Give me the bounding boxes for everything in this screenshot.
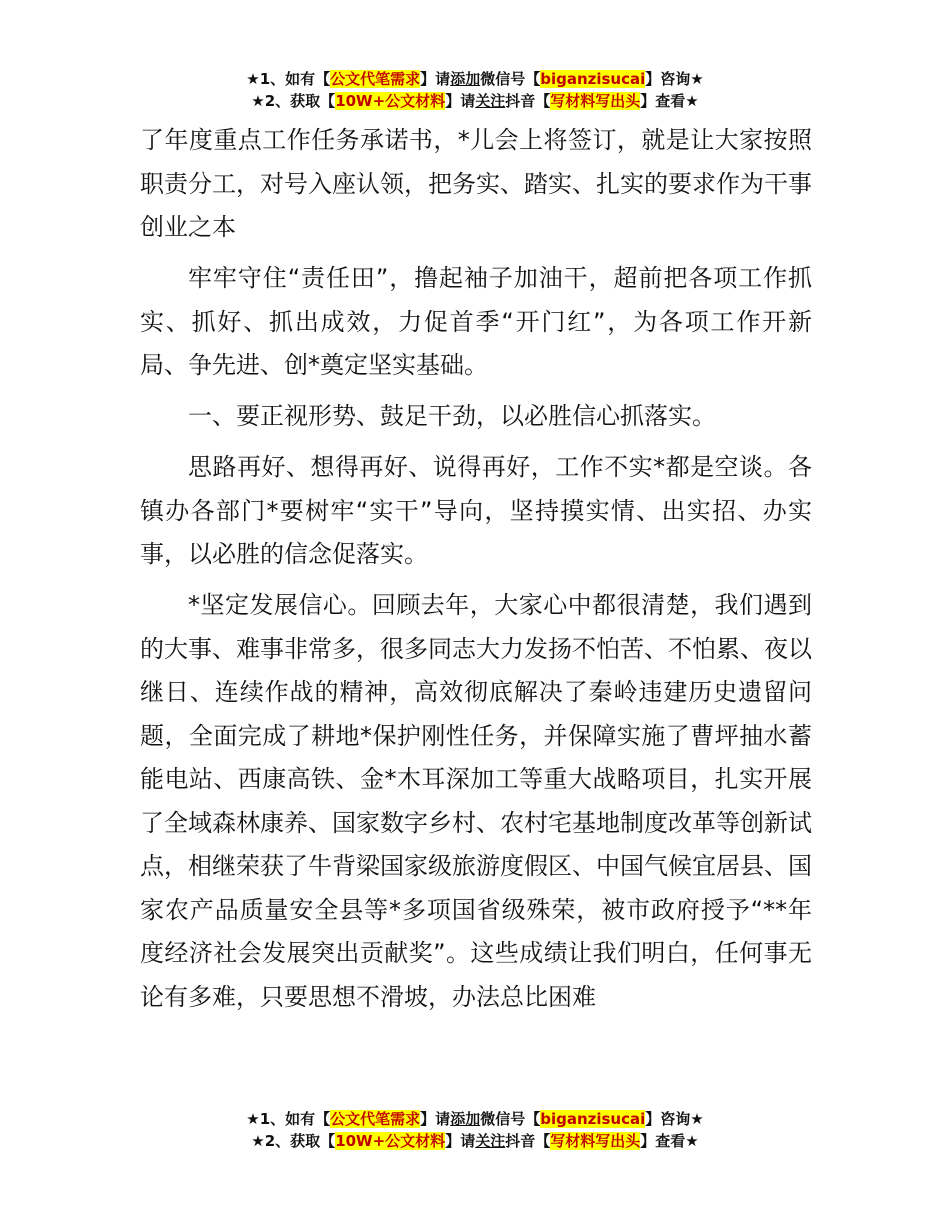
header-line-2-text: ★2、获取【 <box>251 92 336 110</box>
header-line-2 <box>0 90 950 112</box>
highlight-wechat-id: biganzisucai <box>540 70 646 88</box>
paragraph: 了年度重点工作任务承诺书，*儿会上将签订，就是让大家按照职责分工，对号入座认领，把务实、踏实、扎实的要求作为干事创业之本 <box>140 126 812 241</box>
footer-line-2-text: 】查看★ <box>640 1132 699 1150</box>
paragraph: 思路再好、想得再好、说得再好，工作不实*都是空谈。各镇办各部门*要树牢“实干”导向，坚持摸实情、出实招、办实事，以必胜的信念促落实。 <box>140 453 812 568</box>
header-line-1 <box>0 68 950 90</box>
highlight-materials: 10W+公文材料 <box>335 1132 446 1150</box>
header-line-1-text: ★1、如有【 <box>246 70 331 88</box>
header-line-2-text: 】查看★ <box>640 92 699 110</box>
footer-line-2-text: 抖音【 <box>505 1132 551 1150</box>
highlight-service: 公文代笔需求 <box>330 1110 421 1128</box>
underlined-follow: 关注 <box>475 1132 506 1150</box>
footer-line-2-text: 】请 <box>445 1132 476 1150</box>
footer-line-1-text: 微信号【 <box>480 1110 541 1128</box>
highlight-wechat-id: biganzisucai <box>540 1110 646 1128</box>
footer-line-2-text: ★2、获取【 <box>251 1132 336 1150</box>
paragraph: *坚定发展信心。回顾去年，大家心中都很清楚，我们遇到的大事、难事非常多，很多同志大力发扬不怕苦、不怕累、夜以继日、连续作战的精神，高效彻底解决了秦岭违建历史遗留问题，全面完成了耕地*保护刚性任务，并保障实施了曹坪抽水蓄能电站、西康高铁、金*木耳深加工等重大战略项目，扎实开展了全域森林康养、国家数字乡村、农村宅基地制度改革等创新试点，相继荣获了牛背梁国家级旅游度假区、中国气候宜居县、国家农产品质量安全县等*多项国省级殊荣，被市政府授予“**年度经济社会发展突出贡献奖”。这些成绩让我们明白，任何事无论有多难，只要思想不滑坡，办法总比困难 <box>140 591 812 1011</box>
highlight-douyin-account: 写材料写出头 <box>550 1132 641 1150</box>
paragraph: 牢牢守住“责任田”，撸起袖子加油干，超前把各项工作抓实、抓好、抓出成效，力促首季“开门红”，为各项工作开新局、争先进、创*奠定坚实基础。 <box>140 264 812 379</box>
header-line-1-text: 】请 <box>420 70 451 88</box>
footer-line-1 <box>0 1108 950 1130</box>
underlined-add: 添加 <box>450 70 481 88</box>
highlight-douyin-account: 写材料写出头 <box>550 92 641 110</box>
footer-line-1-text: ★1、如有【 <box>246 1110 331 1128</box>
footer-line-2 <box>0 1130 950 1152</box>
footer-banner <box>0 1108 950 1152</box>
header-banner <box>0 68 950 112</box>
underlined-follow: 关注 <box>475 92 506 110</box>
document-body <box>140 119 812 1027</box>
section-heading: 一、要正视形势、鼓足干劲，以必胜信心抓落实。 <box>188 402 716 430</box>
footer-line-1-text: 】咨询★ <box>645 1110 704 1128</box>
header-line-1-text: 】咨询★ <box>645 70 704 88</box>
header-line-2-text: 】请 <box>445 92 476 110</box>
highlight-materials: 10W+公文材料 <box>335 92 446 110</box>
header-line-1-text: 微信号【 <box>480 70 541 88</box>
underlined-add: 添加 <box>450 1110 481 1128</box>
footer-line-1-text: 】请 <box>420 1110 451 1128</box>
header-line-2-text: 抖音【 <box>505 92 551 110</box>
highlight-service: 公文代笔需求 <box>330 70 421 88</box>
